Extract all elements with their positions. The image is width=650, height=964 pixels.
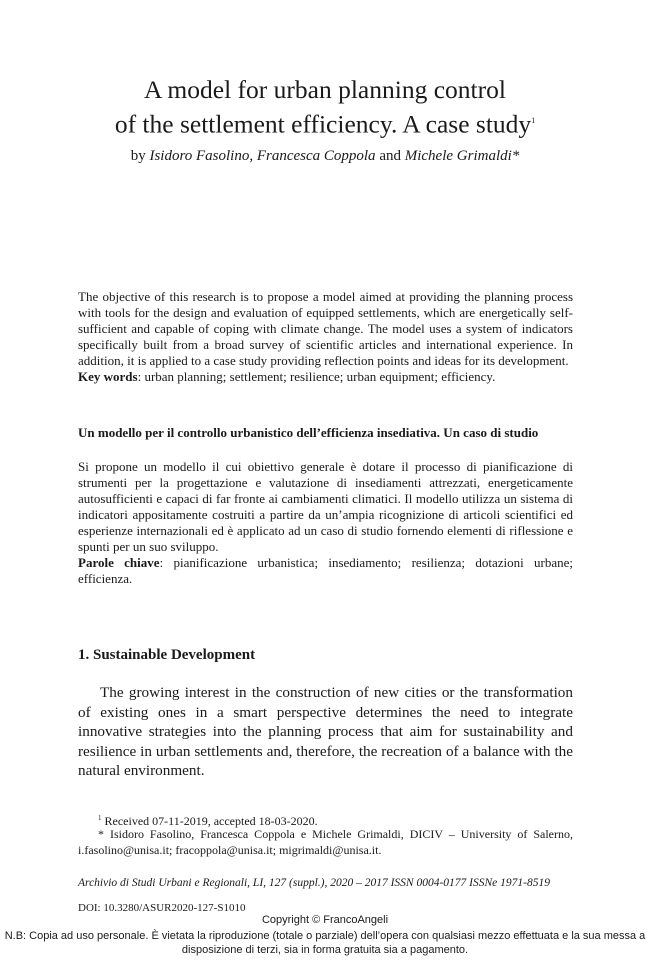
by-label: by	[130, 148, 146, 164]
keywords-english	[78, 369, 573, 385]
doi-line: DOI: 10.3280/ASUR2020-127-S1010	[78, 902, 246, 914]
footnote-2: * Isidoro Fasolino, Francesca Coppola e Michele Grimaldi, DICIV – University of Salerno, i.fasolino@unisa.it; fracoppola@unisa.it; migrimaldi@unisa.it.	[78, 827, 573, 857]
abstract-italian	[78, 459, 573, 587]
abstract-english	[78, 289, 573, 385]
journal-citation: Archivio di Studi Urbani e Regionali, LI, 127 (suppl.), 2020 – 2017 ISSN 0004-0177 ISSNe 1971-8519	[78, 877, 550, 889]
title-line-2	[0, 105, 650, 140]
copyright-line: Copyright © FrancoAngeli	[261, 914, 389, 926]
section-heading: 1. Sustainable Development	[78, 647, 256, 663]
keywords-list: : urban planning; settlement; resilience; urban equipment; efficiency.	[137, 369, 496, 384]
keywords-label-italian: Parole chiave	[78, 555, 160, 570]
abstract-italian-title: Un modello per il controllo urbanistico dell’efficienza insediativa. Un caso di studio	[78, 425, 539, 440]
abstract-english-text: The objective of this research is to propose a model aimed at providing the planning process with tools for the design and evaluation of equipped settlements, which are energetically self-sufficient and capable of coping with climate change. The model uses a system of indicators specifically built from a broad survey of scientific articles and international experience. In addition, it is applied to a case study providing reflection points and ideas for its development.	[78, 289, 573, 368]
keywords-italian	[78, 555, 573, 587]
keywords-label: Key words	[78, 369, 138, 384]
title-line-2-text: of the settlement efficiency. A case study	[114, 109, 532, 139]
title-footnote-mark: 1	[531, 116, 536, 125]
footnote-1-text: Received 07-11-2019, accepted 18-03-2020.	[101, 814, 318, 828]
author-2: Francesca Coppola	[256, 148, 376, 164]
usage-notice: N.B: Copia ad uso personale. È vietata la riproduzione (totale o parziale) dell’opera con qualsiasi mezzo effettuata e la sua messa a disposizione di terzi, sia in forma gratuita sia a pagamento.	[4, 930, 646, 956]
title-line-1: A model for urban planning control	[144, 75, 506, 104]
footnote-1-mark: 1	[98, 814, 102, 822]
and-label: and	[379, 148, 401, 164]
keywords-list-italian: : pianificazione urbanistica; insediamento; resilienza; dotazioni urbane; efficienza.	[78, 555, 573, 586]
paper-title	[0, 74, 650, 140]
abstract-italian-text: Si propone un modello il cui obiettivo generale è dotare il processo di pianificazione di strumenti per la progettazione e valutazione di insediamenti attrezzati, energeticamente autosufficienti e capaci di far fronte ai cambiamenti climatici. Il modello utilizza un sistema di indicatori appositamente costruiti a partire da un’ampia ricognizione di articoli scientifici ed esperienze internazionali ed è applicato ad un caso di studio fornendo elementi di riflessione e spunti per un suo sviluppo.	[78, 459, 573, 554]
section-paragraph: The growing interest in the construction of new cities or the transformation of existing ones in a smart perspective determines the need to integrate innovative strategies into the planning process that aim for sustainability and resilience in urban settlements and, therefore, the recreation of a balance with the natural environment.	[78, 684, 573, 779]
author-line	[0, 148, 650, 165]
author-3: Michele Grimaldi*	[404, 148, 520, 164]
author-1: Isidoro Fasolino,	[149, 148, 254, 164]
